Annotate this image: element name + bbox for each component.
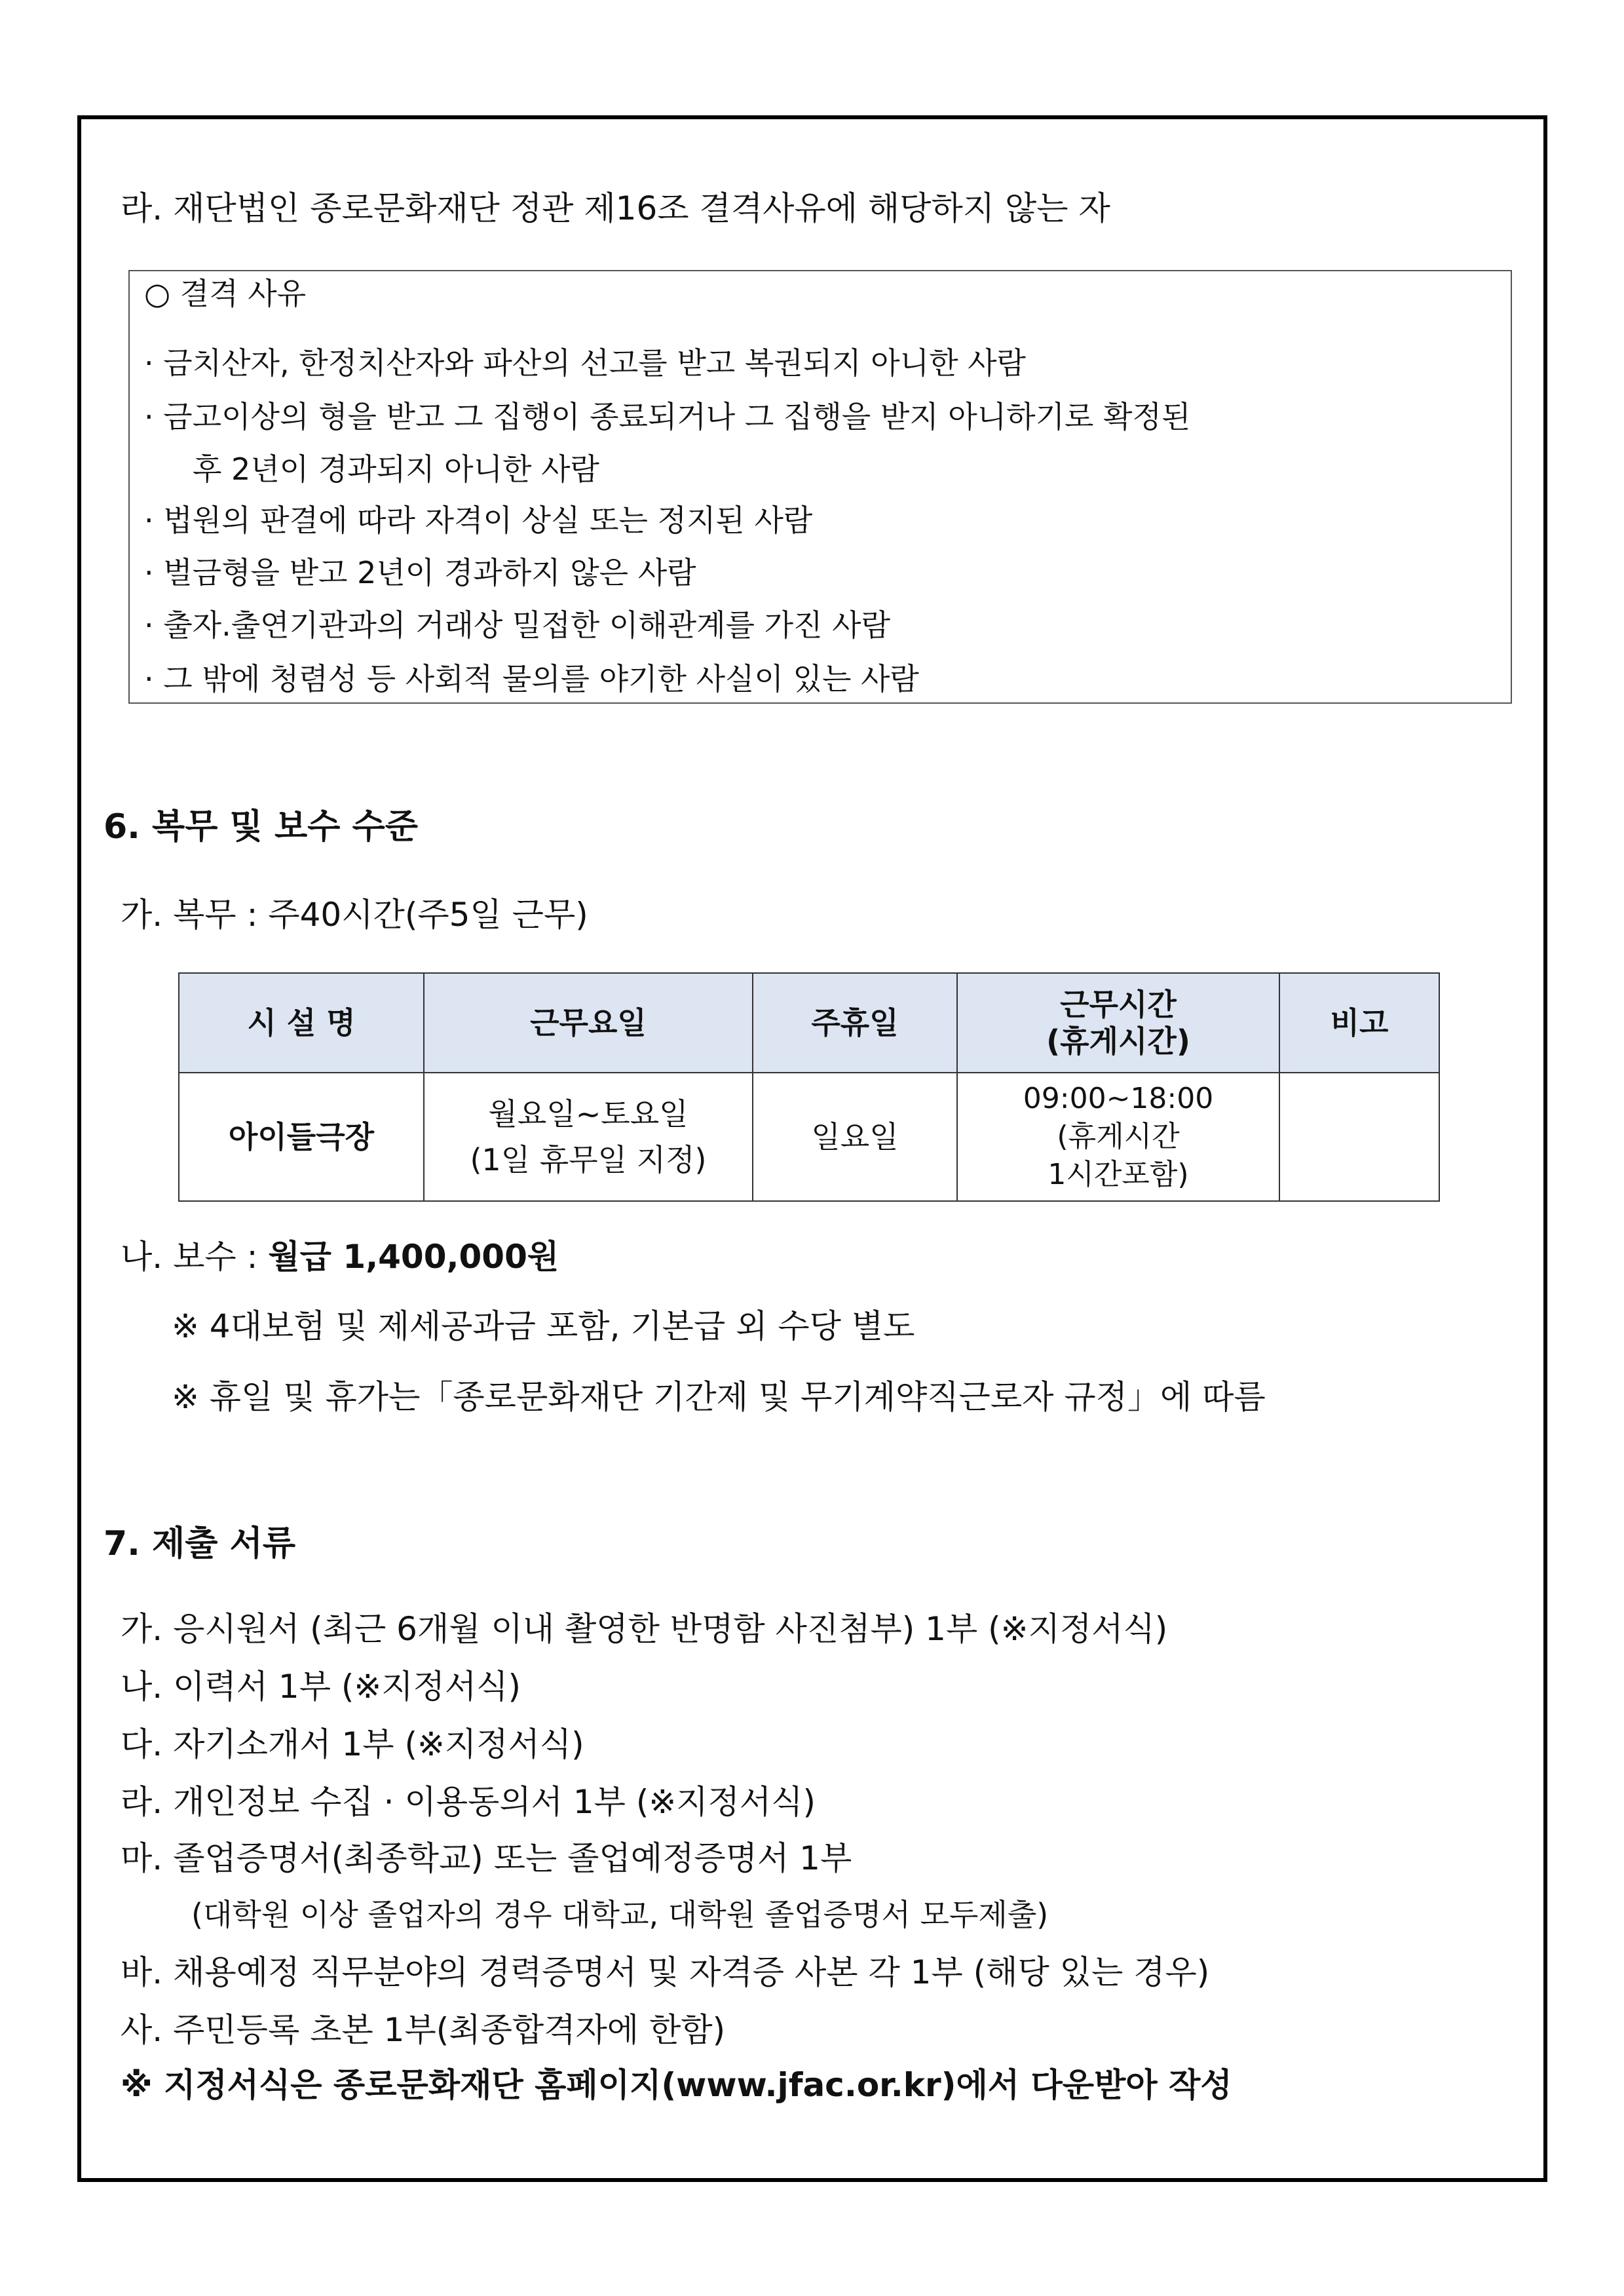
cell-facility: 아이들극장 [179,1073,424,1201]
cell-workdays [424,1073,753,1201]
list-item: 다. 자기소개서 1부 (※지정서식) [121,1725,584,1763]
cell-remarks [1279,1073,1439,1201]
header-facility: 시 설 명 [179,973,424,1073]
section-6-title: 6. 복무 및 보수 수준 [104,807,418,847]
pay-amount: 월급 1,400,000원 [268,1238,559,1276]
list-item: 가. 응시원서 (최근 6개월 이내 촬영한 반명함 사진첨부) 1부 (※지정서식) [121,1610,1168,1648]
table-header-row [179,973,1439,1073]
cell-work-hours-line3: 1시간포함) [1048,1158,1189,1191]
cell-work-hours-line1: 09:00~18:00 [1023,1082,1214,1115]
list-item: 사. 주민등록 초본 1부(최종합격자에 한함) [121,2011,726,2049]
list-item: · 출자.출연기관과의 거래상 밀접한 이해관계를 가진 사람 [144,607,891,643]
work-schedule-table [178,972,1440,1202]
holiday-note: ※ 휴일 및 휴가는「종로문화재단 기간제 및 무기계약직근로자 규정」에 따름 [172,1378,1266,1416]
list-item: · 법원의 판결에 따라 자격이 상실 또는 정지된 사람 [144,503,813,538]
pay-line [121,1237,559,1276]
header-workdays: 근무요일 [424,973,753,1073]
disqualification-box [128,270,1512,704]
header-work-hours [957,973,1279,1073]
list-item: · 금고이상의 형을 받고 그 집행이 종료되거나 그 집행을 받지 아니하기로 확정된 [144,399,1191,434]
table-row [179,1073,1439,1201]
list-item: 마. 졸업증명서(최종학교) 또는 졸업예정증명서 1부 [121,1839,852,1877]
final-note: ※ 지정서식은 종로문화재단 홈페이지(www.jfac.or.kr)에서 다운받아 작성 [121,2066,1232,2104]
header-remarks: 비고 [1279,973,1439,1073]
insurance-note: ※ 4대보험 및 제세공과금 포함, 기본급 외 수당 별도 [172,1307,915,1345]
eligibility-heading: 라. 재단법인 종로문화재단 정관 제16조 결격사유에 해당하지 않는 자 [121,189,1110,227]
pay-prefix: 나. 보수 : [121,1238,269,1276]
cell-work-hours-line2: (휴게시간 [1057,1120,1180,1153]
list-item: (대학원 이상 졸업자의 경우 대학교, 대학원 졸업증명서 모두제출) [191,1897,1049,1932]
list-item: 바. 채용예정 직무분야의 경력증명서 및 자격증 사본 각 1부 (해당 있는 경우) [121,1953,1210,1991]
cell-work-hours [957,1073,1279,1201]
cell-holiday: 일요일 [753,1073,957,1201]
header-weekly-holiday: 주휴일 [753,973,957,1073]
list-item: 나. 이력서 1부 (※지정서식) [121,1668,521,1706]
list-item: · 벌금형을 받고 2년이 경과하지 않은 사람 [144,555,696,590]
list-item: · 금치산자, 한정치산자와 파산의 선고를 받고 복권되지 아니한 사람 [144,345,1026,381]
cell-workdays-line1: 월요일~토요일 [488,1096,689,1132]
list-item: · 그 밖에 청렴성 등 사회적 물의를 야기한 사실이 있는 사람 [144,661,919,697]
section-7-title: 7. 제출 서류 [104,1524,296,1563]
duty-line: 가. 복무 : 주40시간(주5일 근무) [121,896,588,934]
list-item: 라. 개인정보 수집 · 이용동의서 1부 (※지정서식) [121,1783,816,1821]
list-item: 후 2년이 경과되지 아니한 사람 [193,451,599,487]
header-work-hours-line1: 근무시간 [1060,987,1177,1022]
header-work-hours-line2: (휴게시간) [1046,1024,1190,1059]
box-title: ○ 결격 사유 [144,276,307,311]
cell-workdays-line2: (1일 휴무일 지정) [470,1142,707,1177]
